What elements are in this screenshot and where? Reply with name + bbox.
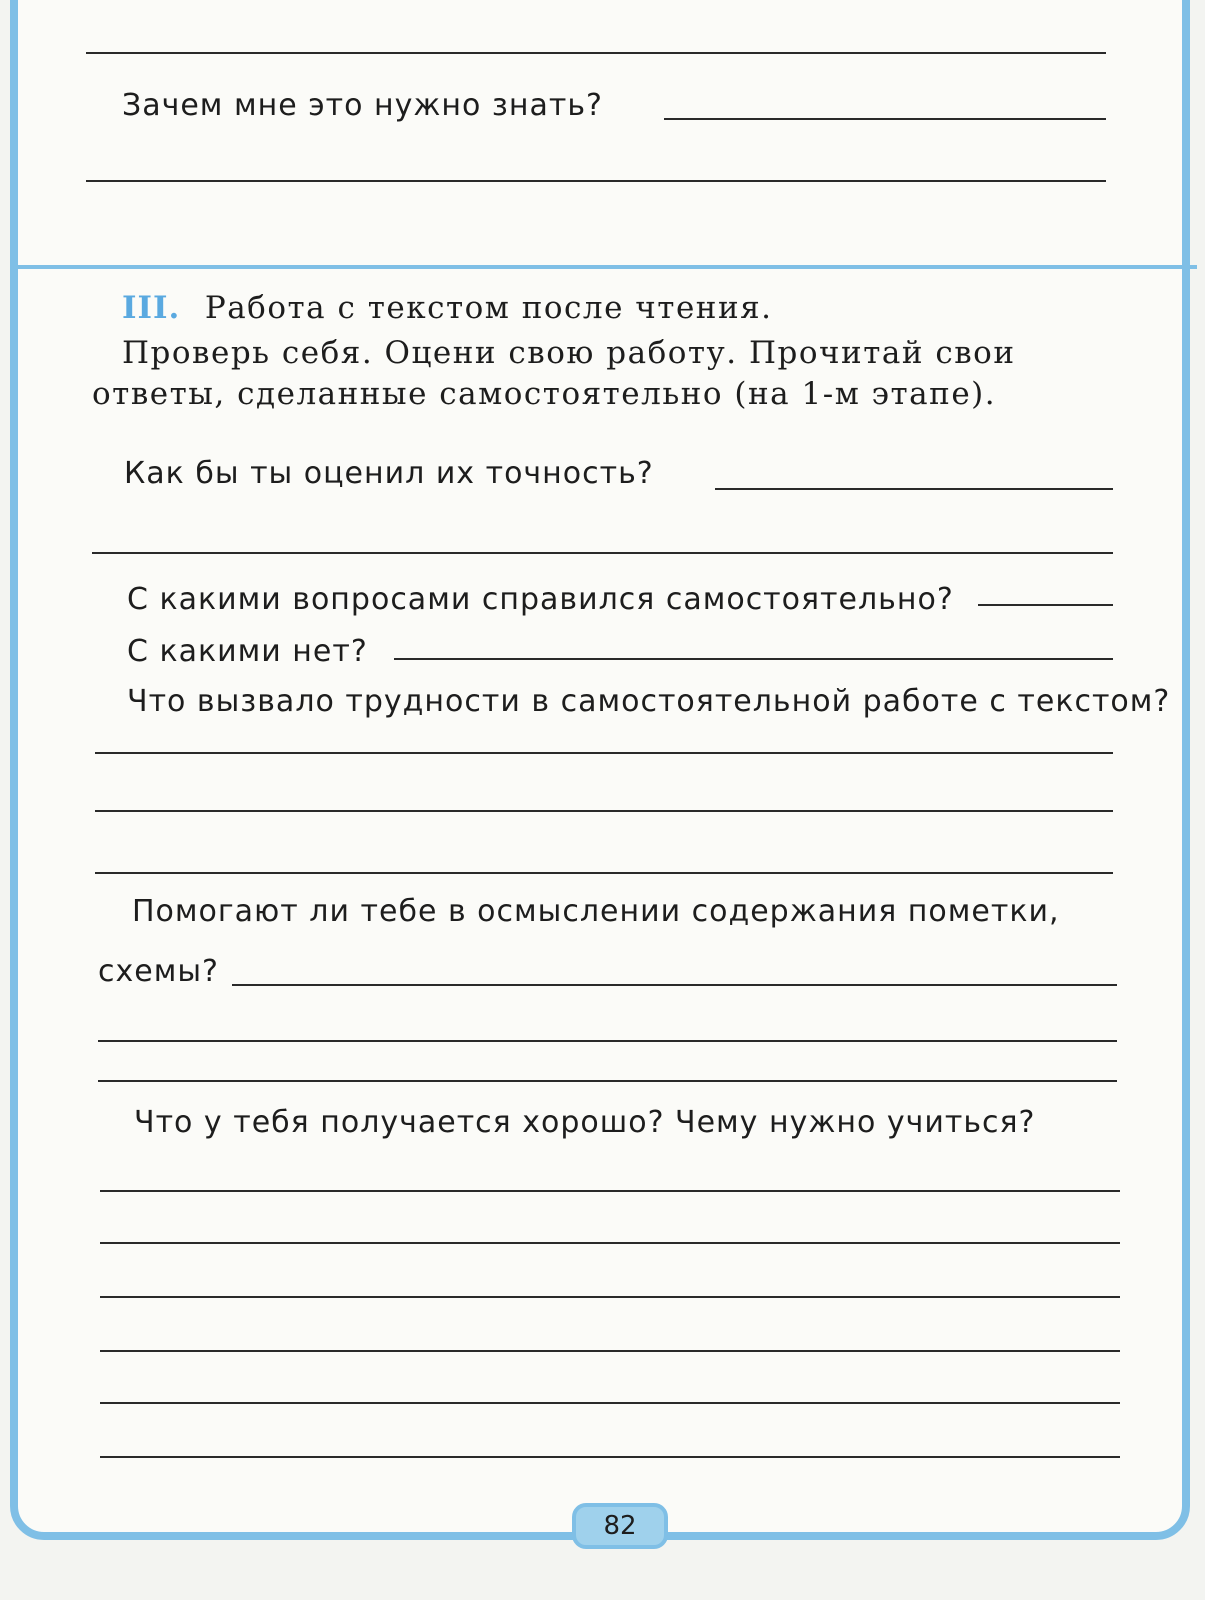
question-why: Зачем мне это нужно знать? (122, 88, 603, 123)
answer-line[interactable] (95, 872, 1113, 874)
section-title: Работа с текстом после чтения. (204, 290, 773, 326)
answer-line[interactable] (978, 604, 1113, 606)
page-frame (10, 0, 1190, 1540)
answer-line[interactable] (232, 984, 1117, 986)
answer-line[interactable] (100, 1296, 1120, 1298)
answer-line[interactable] (86, 52, 1106, 54)
answer-line[interactable] (100, 1190, 1120, 1192)
section-roman-numeral: III. (122, 290, 181, 326)
intro-line-2: ответы, сделанные самостоятельно (на 1-м этапе). (92, 376, 997, 412)
answer-line[interactable] (394, 658, 1113, 660)
question-not-solved: С какими нет? (127, 634, 368, 669)
question-accuracy: Как бы ты оценил их точность? (124, 456, 654, 491)
answer-line[interactable] (98, 1040, 1117, 1042)
question-difficulties: Что вызвало трудности в самостоятельной работе с текстом? (127, 684, 1171, 719)
section-divider (12, 265, 1197, 269)
answer-line[interactable] (92, 552, 1113, 554)
answer-line[interactable] (100, 1402, 1120, 1404)
question-solved-alone: С какими вопросами справился самостоятельно? (127, 582, 954, 617)
answer-line[interactable] (95, 752, 1113, 754)
answer-line[interactable] (86, 180, 1106, 182)
answer-line[interactable] (664, 118, 1106, 120)
intro-line-1: Проверь себя. Оцени свою работу. Прочитай свои (122, 335, 1016, 371)
answer-line[interactable] (98, 1080, 1117, 1082)
answer-line[interactable] (100, 1350, 1120, 1352)
answer-line[interactable] (715, 488, 1113, 490)
page-number: 82 (572, 1503, 668, 1549)
question-marks-line-2: схемы? (98, 954, 219, 989)
section-heading (122, 290, 773, 326)
question-marks-line-1: Помогают ли тебе в осмыслении содержания пометки, (132, 894, 1060, 929)
answer-line[interactable] (100, 1456, 1120, 1458)
answer-line[interactable] (100, 1242, 1120, 1244)
answer-line[interactable] (95, 810, 1113, 812)
question-good-learn: Что у тебя получается хорошо? Чему нужно учиться? (134, 1105, 1036, 1140)
